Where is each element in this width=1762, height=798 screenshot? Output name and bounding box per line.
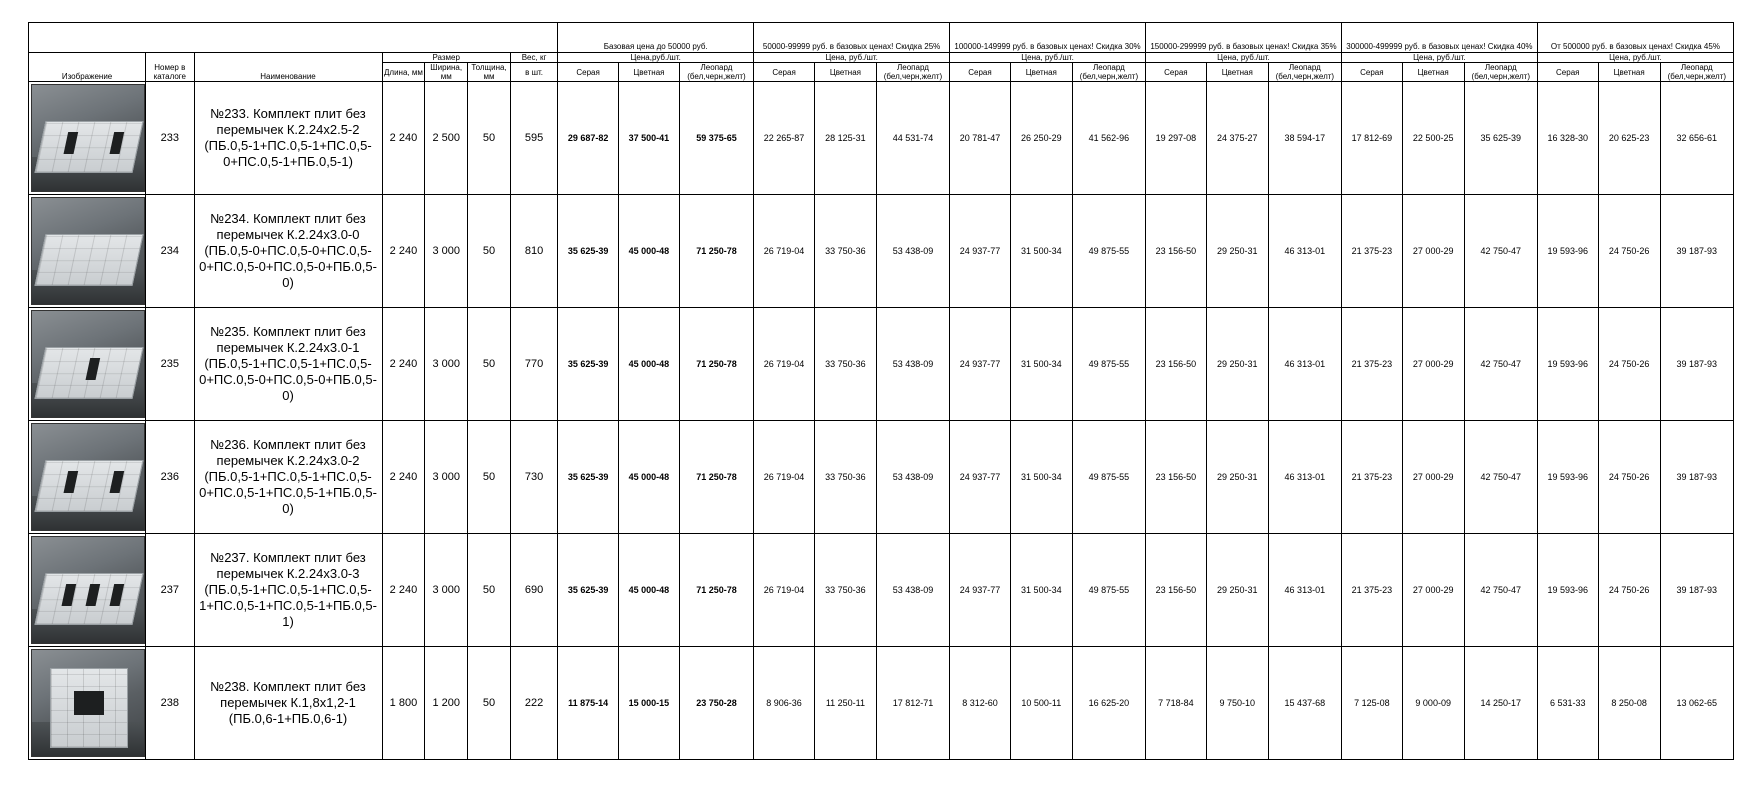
photo-slab-solid xyxy=(31,197,145,305)
price-cell: 27 000-29 xyxy=(1402,421,1464,534)
price-cell: 16 625-20 xyxy=(1072,647,1145,760)
thickness-cell: 50 xyxy=(468,195,511,308)
photo-slab-3-holes xyxy=(31,536,145,644)
tier-color-header: Серая xyxy=(950,63,1011,82)
price-cell: 8 906-36 xyxy=(754,647,815,760)
tier-color-header: Цветная xyxy=(814,63,876,82)
price-table xyxy=(28,22,1734,760)
tier-price-label: Цена, руб./шт. xyxy=(950,53,1146,63)
price-cell: 59 375-65 xyxy=(679,82,753,195)
price-cell: 22 265-87 xyxy=(754,82,815,195)
price-cell: 39 187-93 xyxy=(1660,534,1733,647)
tier-color-header: Серая xyxy=(1537,63,1598,82)
price-cell: 15 000-15 xyxy=(619,647,680,760)
photo-slab-2-holes xyxy=(31,84,145,192)
tier-color-header: Леопард (бел,черн,желт) xyxy=(1268,63,1341,82)
table-row xyxy=(29,82,1734,195)
catalog-number: 234 xyxy=(146,195,194,308)
catalog-number: 238 xyxy=(146,647,194,760)
price-cell: 19 297-08 xyxy=(1146,82,1207,195)
tier-title: 50000-99999 руб. в базовых ценах! Скидка 25% xyxy=(754,23,950,53)
width-cell: 3 000 xyxy=(425,421,468,534)
price-cell: 45 000-48 xyxy=(619,421,680,534)
price-cell: 19 593-96 xyxy=(1537,195,1598,308)
weight-cell: 595 xyxy=(510,82,557,195)
price-cell: 11 250-11 xyxy=(814,647,876,760)
price-cell: 42 750-47 xyxy=(1464,195,1537,308)
price-cell: 23 156-50 xyxy=(1146,421,1207,534)
tier-title: От 500000 руб. в базовых ценах! Скидка 45% xyxy=(1537,23,1733,53)
product-name: №235. Комплект плит без перемычек К.2.24х3.0-1 (ПБ.0,5-1+ПС.0,5-1+ПС.0,5-0+ПС.0,5-0+ПС.0,5-0+ПБ.0,5-0) xyxy=(194,308,382,421)
price-cell: 9 750-10 xyxy=(1206,647,1268,760)
price-cell: 49 875-55 xyxy=(1072,195,1145,308)
price-cell: 29 687-82 xyxy=(558,82,619,195)
price-cell: 37 500-41 xyxy=(619,82,680,195)
price-cell: 7 718-84 xyxy=(1146,647,1207,760)
price-cell: 33 750-36 xyxy=(814,195,876,308)
header-size: Размер xyxy=(382,53,510,63)
price-cell: 19 593-96 xyxy=(1537,308,1598,421)
price-cell: 39 187-93 xyxy=(1660,308,1733,421)
tier-title: Базовая цена до 50000 руб. xyxy=(558,23,754,53)
image-cell xyxy=(29,82,146,195)
price-cell: 16 328-30 xyxy=(1537,82,1598,195)
tier-color-header: Цветная xyxy=(619,63,680,82)
header-name: Наименование xyxy=(194,53,382,82)
price-cell: 29 250-31 xyxy=(1206,421,1268,534)
header-image: Изображение xyxy=(29,53,146,82)
price-cell: 38 594-17 xyxy=(1268,82,1341,195)
price-cell: 31 500-34 xyxy=(1010,195,1072,308)
header-blank xyxy=(29,23,558,53)
price-cell: 35 625-39 xyxy=(558,534,619,647)
price-cell: 46 313-01 xyxy=(1268,308,1341,421)
price-cell: 26 250-29 xyxy=(1010,82,1072,195)
price-cell: 35 625-39 xyxy=(558,421,619,534)
price-cell: 24 937-77 xyxy=(950,195,1011,308)
price-cell: 31 500-34 xyxy=(1010,308,1072,421)
price-cell: 32 656-61 xyxy=(1660,82,1733,195)
tier-title: 150000-299999 руб. в базовых ценах! Скидка 35% xyxy=(1146,23,1342,53)
tier-color-header: Серая xyxy=(754,63,815,82)
weight-cell: 730 xyxy=(510,421,557,534)
length-cell: 2 240 xyxy=(382,82,425,195)
price-cell: 7 125-08 xyxy=(1341,647,1402,760)
product-name: №238. Комплект плит без перемычек К.1,8х1,2-1 (ПБ.0,6-1+ПБ.0,6-1) xyxy=(194,647,382,760)
photo-slab-2-holes xyxy=(31,423,145,531)
price-cell: 45 000-48 xyxy=(619,534,680,647)
price-cell: 46 313-01 xyxy=(1268,534,1341,647)
catalog-number: 233 xyxy=(146,82,194,195)
tier-color-header: Серая xyxy=(1341,63,1402,82)
price-cell: 31 500-34 xyxy=(1010,534,1072,647)
price-cell: 71 250-78 xyxy=(679,308,753,421)
table-row xyxy=(29,534,1734,647)
price-cell: 35 625-39 xyxy=(558,195,619,308)
image-cell xyxy=(29,308,146,421)
product-name: №236. Комплект плит без перемычек К.2.24х3.0-2 (ПБ.0,5-1+ПС.0,5-1+ПС.0,5-0+ПС.0,5-1+ПС.0,5-1+ПБ.0,5-0) xyxy=(194,421,382,534)
table-row xyxy=(29,647,1734,760)
price-cell: 23 156-50 xyxy=(1146,195,1207,308)
price-cell: 44 531-74 xyxy=(876,82,949,195)
price-cell: 42 750-47 xyxy=(1464,308,1537,421)
image-cell xyxy=(29,195,146,308)
price-cell: 27 000-29 xyxy=(1402,195,1464,308)
header-weight: Вес, кг xyxy=(510,53,557,63)
price-cell: 27 000-29 xyxy=(1402,308,1464,421)
tier-color-header: Серая xyxy=(1146,63,1207,82)
thickness-cell: 50 xyxy=(468,82,511,195)
length-cell: 2 240 xyxy=(382,308,425,421)
price-cell: 31 500-34 xyxy=(1010,421,1072,534)
tier-color-header: Леопард (бел,черн,желт) xyxy=(876,63,949,82)
price-cell: 33 750-36 xyxy=(814,308,876,421)
price-cell: 23 156-50 xyxy=(1146,308,1207,421)
tier-title: 300000-499999 руб. в базовых ценах! Скидка 40% xyxy=(1341,23,1537,53)
price-cell: 17 812-69 xyxy=(1341,82,1402,195)
price-cell: 9 000-09 xyxy=(1402,647,1464,760)
image-cell xyxy=(29,534,146,647)
product-name: №234. Комплект плит без перемычек К.2.24х3.0-0 (ПБ.0,5-0+ПС.0,5-0+ПС.0,5-0+ПС.0,5-0+ПС.0,5-0+ПБ.0,5-0) xyxy=(194,195,382,308)
price-cell: 71 250-78 xyxy=(679,421,753,534)
photo-slab-1-hole xyxy=(31,310,145,418)
width-cell: 3 000 xyxy=(425,534,468,647)
price-cell: 39 187-93 xyxy=(1660,195,1733,308)
tier-color-header: Цветная xyxy=(1402,63,1464,82)
tier-price-label: Цена, руб./шт. xyxy=(1146,53,1342,63)
price-cell: 29 250-31 xyxy=(1206,534,1268,647)
price-cell: 8 312-60 xyxy=(950,647,1011,760)
price-cell: 53 438-09 xyxy=(876,534,949,647)
length-cell: 1 800 xyxy=(382,647,425,760)
price-cell: 24 750-26 xyxy=(1598,534,1660,647)
price-cell: 24 375-27 xyxy=(1206,82,1268,195)
header-thickness: Толщина, мм xyxy=(468,63,511,82)
price-cell: 71 250-78 xyxy=(679,195,753,308)
image-cell xyxy=(29,421,146,534)
width-cell: 3 000 xyxy=(425,195,468,308)
length-cell: 2 240 xyxy=(382,195,425,308)
header-length: Длина, мм xyxy=(382,63,425,82)
price-cell: 21 375-23 xyxy=(1341,195,1402,308)
tier-price-label: Цена, руб./шт. xyxy=(754,53,950,63)
price-cell: 23 156-50 xyxy=(1146,534,1207,647)
photo-slab-square xyxy=(31,649,145,757)
price-cell: 26 719-04 xyxy=(754,195,815,308)
price-cell: 41 562-96 xyxy=(1072,82,1145,195)
image-cell xyxy=(29,647,146,760)
table-row xyxy=(29,421,1734,534)
tier-color-header: Леопард (бел,черн,желт) xyxy=(679,63,753,82)
price-cell: 26 719-04 xyxy=(754,534,815,647)
length-cell: 2 240 xyxy=(382,534,425,647)
price-cell: 35 625-39 xyxy=(1464,82,1537,195)
price-cell: 19 593-96 xyxy=(1537,534,1598,647)
price-cell: 49 875-55 xyxy=(1072,421,1145,534)
price-cell: 21 375-23 xyxy=(1341,308,1402,421)
price-cell: 46 313-01 xyxy=(1268,421,1341,534)
price-cell: 46 313-01 xyxy=(1268,195,1341,308)
price-cell: 45 000-48 xyxy=(619,308,680,421)
weight-cell: 810 xyxy=(510,195,557,308)
width-cell: 3 000 xyxy=(425,308,468,421)
price-cell: 35 625-39 xyxy=(558,308,619,421)
price-cell: 29 250-31 xyxy=(1206,195,1268,308)
weight-cell: 690 xyxy=(510,534,557,647)
price-cell: 53 438-09 xyxy=(876,195,949,308)
price-cell: 45 000-48 xyxy=(619,195,680,308)
price-cell: 71 250-78 xyxy=(679,534,753,647)
tier-color-header: Цветная xyxy=(1206,63,1268,82)
price-cell: 15 437-68 xyxy=(1268,647,1341,760)
price-cell: 53 438-09 xyxy=(876,308,949,421)
thickness-cell: 50 xyxy=(468,308,511,421)
tier-price-label: Цена, руб./шт. xyxy=(1537,53,1733,63)
price-cell: 8 250-08 xyxy=(1598,647,1660,760)
price-sheet xyxy=(28,22,1734,760)
price-cell: 13 062-65 xyxy=(1660,647,1733,760)
price-cell: 22 500-25 xyxy=(1402,82,1464,195)
price-cell: 42 750-47 xyxy=(1464,421,1537,534)
price-cell: 42 750-47 xyxy=(1464,534,1537,647)
tier-color-header: Леопард (бел,черн,желт) xyxy=(1660,63,1733,82)
price-cell: 10 500-11 xyxy=(1010,647,1072,760)
product-name: №237. Комплект плит без перемычек К.2.24х3.0-3 (ПБ.0,5-1+ПС.0,5-1+ПС.0,5-1+ПС.0,5-1+ПС.0,5-1+ПБ.0,5-1) xyxy=(194,534,382,647)
tier-color-header: Цветная xyxy=(1010,63,1072,82)
price-cell: 26 719-04 xyxy=(754,421,815,534)
weight-cell: 770 xyxy=(510,308,557,421)
price-cell: 33 750-36 xyxy=(814,421,876,534)
price-cell: 20 781-47 xyxy=(950,82,1011,195)
thickness-cell: 50 xyxy=(468,534,511,647)
tier-title: 100000-149999 руб. в базовых ценах! Скидка 30% xyxy=(950,23,1146,53)
price-cell: 26 719-04 xyxy=(754,308,815,421)
price-cell: 24 937-77 xyxy=(950,308,1011,421)
thickness-cell: 50 xyxy=(468,421,511,534)
price-cell: 20 625-23 xyxy=(1598,82,1660,195)
header-weight-unit: в шт. xyxy=(510,63,557,82)
length-cell: 2 240 xyxy=(382,421,425,534)
price-cell: 49 875-55 xyxy=(1072,534,1145,647)
price-cell: 21 375-23 xyxy=(1341,421,1402,534)
price-cell: 24 750-26 xyxy=(1598,308,1660,421)
tier-color-header: Леопард (бел,черн,желт) xyxy=(1464,63,1537,82)
price-cell: 28 125-31 xyxy=(814,82,876,195)
weight-cell: 222 xyxy=(510,647,557,760)
price-cell: 49 875-55 xyxy=(1072,308,1145,421)
price-cell: 6 531-33 xyxy=(1537,647,1598,760)
tier-color-header: Леопард (бел,черн,желт) xyxy=(1072,63,1145,82)
catalog-number: 235 xyxy=(146,308,194,421)
price-cell: 24 750-26 xyxy=(1598,421,1660,534)
price-cell: 29 250-31 xyxy=(1206,308,1268,421)
product-name: №233. Комплект плит без перемычек К.2.24х2.5-2 (ПБ.0,5-1+ПС.0,5-1+ПС.0,5-0+ПС.0,5-1+ПБ.0,5-1) xyxy=(194,82,382,195)
price-cell: 23 750-28 xyxy=(679,647,753,760)
price-cell: 19 593-96 xyxy=(1537,421,1598,534)
price-cell: 33 750-36 xyxy=(814,534,876,647)
width-cell: 1 200 xyxy=(425,647,468,760)
thickness-cell: 50 xyxy=(468,647,511,760)
price-cell: 53 438-09 xyxy=(876,421,949,534)
tier-color-header: Серая xyxy=(558,63,619,82)
header-width: Ширина, мм xyxy=(425,63,468,82)
price-cell: 14 250-17 xyxy=(1464,647,1537,760)
price-cell: 21 375-23 xyxy=(1341,534,1402,647)
price-cell: 27 000-29 xyxy=(1402,534,1464,647)
price-cell: 24 937-77 xyxy=(950,421,1011,534)
table-row xyxy=(29,308,1734,421)
price-cell: 11 875-14 xyxy=(558,647,619,760)
tier-price-label: Цена, руб./шт. xyxy=(1341,53,1537,63)
tier-color-header: Цветная xyxy=(1598,63,1660,82)
catalog-number: 236 xyxy=(146,421,194,534)
table-row xyxy=(29,195,1734,308)
price-cell: 17 812-71 xyxy=(876,647,949,760)
tier-price-label: Цена,руб./шт. xyxy=(558,53,754,63)
header-catalog: Номер в каталоге xyxy=(146,53,194,82)
width-cell: 2 500 xyxy=(425,82,468,195)
catalog-number: 237 xyxy=(146,534,194,647)
price-cell: 24 937-77 xyxy=(950,534,1011,647)
price-cell: 39 187-93 xyxy=(1660,421,1733,534)
price-cell: 24 750-26 xyxy=(1598,195,1660,308)
